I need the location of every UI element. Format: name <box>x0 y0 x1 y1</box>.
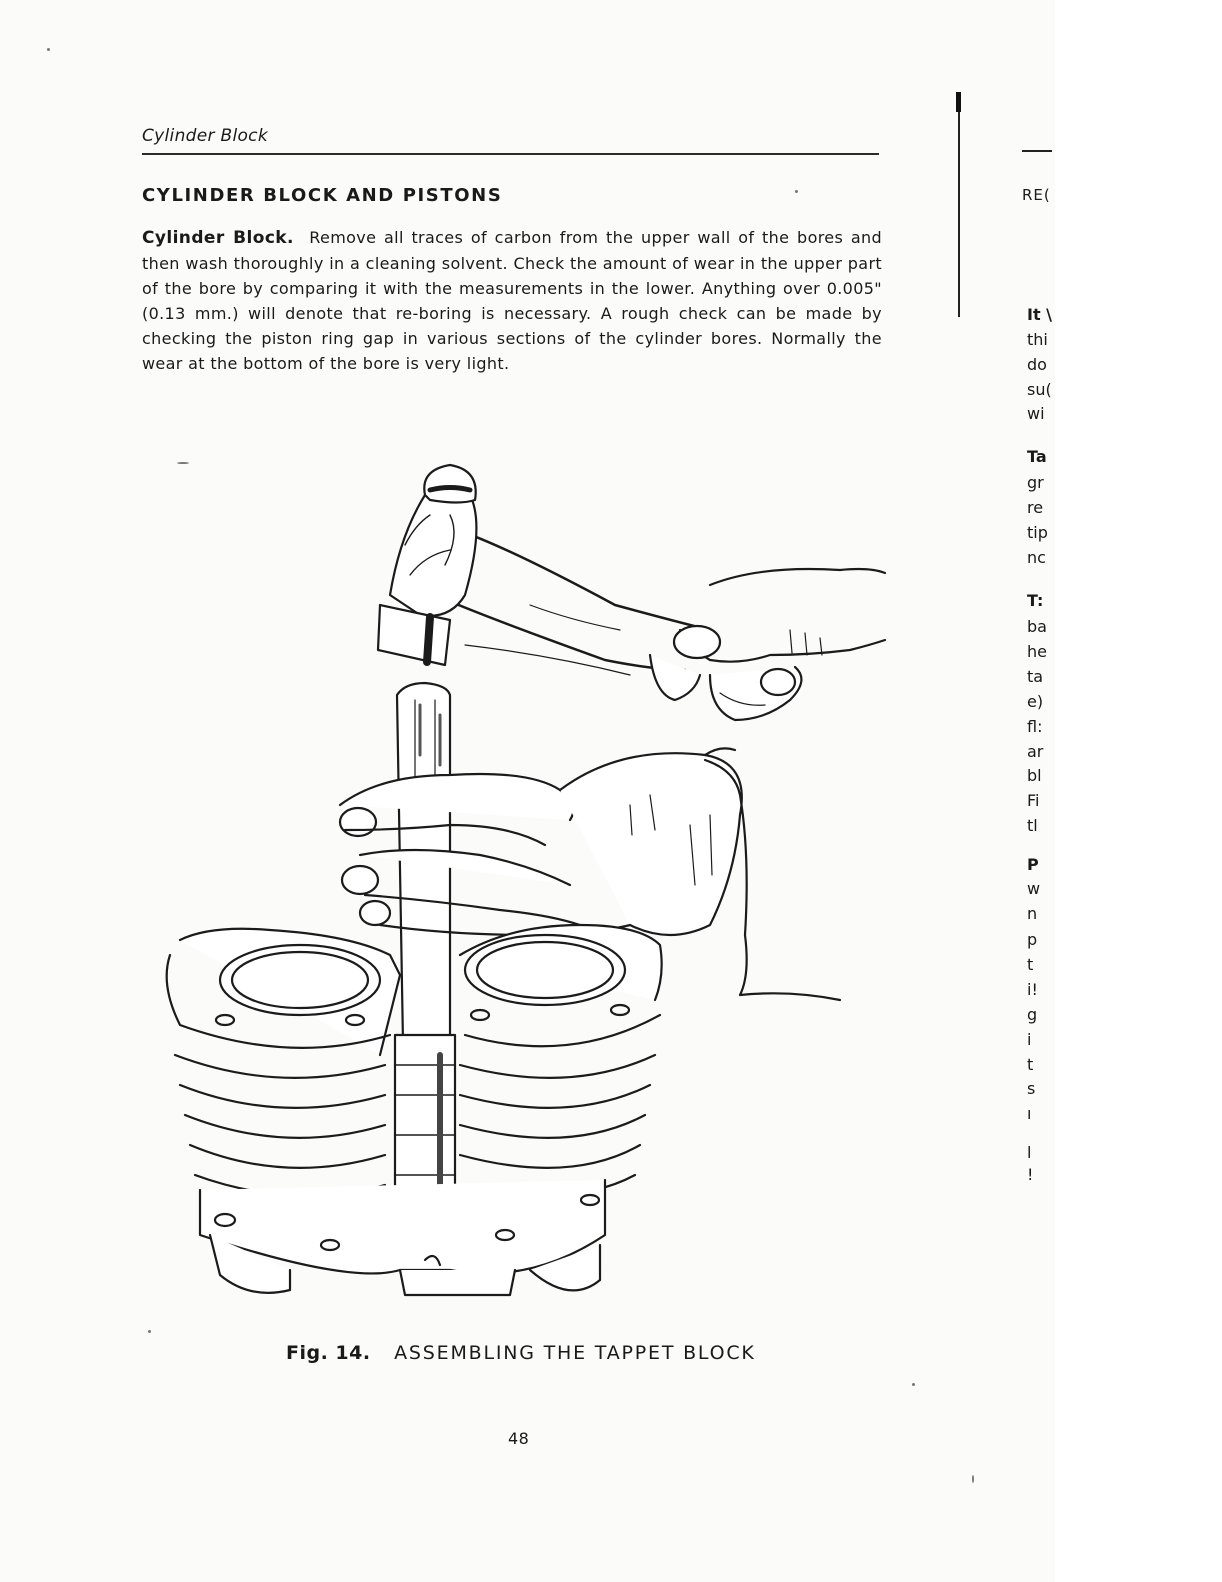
scan-speck <box>47 48 50 51</box>
body-paragraph <box>142 225 882 376</box>
page-number: 48 <box>508 1429 530 1448</box>
gutter-tick <box>956 92 961 112</box>
next-page-fragment: thi <box>1027 330 1048 349</box>
next-page-fragment: It \ <box>1027 305 1053 324</box>
figure-caption <box>286 1342 756 1364</box>
next-page-fragment: e) <box>1027 692 1044 711</box>
gutter-line <box>958 92 960 317</box>
next-page-fragment: wi <box>1027 404 1045 423</box>
next-page-fragment: re <box>1027 498 1044 517</box>
scan-speck <box>795 190 798 193</box>
section-title: CYLINDER BLOCK AND PISTONS <box>142 185 503 206</box>
header-rule <box>142 153 879 155</box>
next-page-fragment: bl <box>1027 766 1042 785</box>
figure-number: Fig. 14. <box>286 1342 371 1364</box>
next-page-fragment: ı <box>1027 1104 1032 1123</box>
next-page-header-rule <box>1022 150 1052 152</box>
scan-speck <box>148 1330 151 1333</box>
paragraph-text: Remove all traces of carbon from the upper wall of the bores and then wash thoroughly in a cleaning solvent. Check the amount of wear in the upper part of the bore by comparing it with the measurements in the lower. Anything over 0.005" (0.13 mm.) will denote that re-boring is necessary. A rough check can be made by checking the piston ring gap in various sections of the cylinder bores. Normally the wear at the bottom of the bore is very light. <box>142 228 883 373</box>
next-page-fragment: tl <box>1027 816 1038 835</box>
next-page-fragment: P <box>1027 855 1039 874</box>
scan-speck <box>177 462 189 464</box>
next-page-fragment: do <box>1027 355 1047 374</box>
next-page-fragment: fl: <box>1027 717 1043 736</box>
hammer <box>378 465 710 675</box>
next-page-fragment: i! <box>1027 980 1038 999</box>
next-page-fragment: tip <box>1027 523 1048 542</box>
next-page-fragment: ! <box>1027 1165 1034 1184</box>
scan-speck <box>972 1475 974 1483</box>
next-page-fragment: l <box>1027 1143 1032 1162</box>
next-page-fragment: nc <box>1027 548 1046 567</box>
scan-margin <box>1055 0 1222 1582</box>
next-page-fragment: n <box>1027 904 1038 923</box>
next-page-fragment: p <box>1027 930 1038 949</box>
scan-speck <box>912 1383 915 1386</box>
tappet-block-illustration <box>150 455 895 1315</box>
next-page-fragment: ta <box>1027 667 1044 686</box>
next-page-fragment: Ta <box>1027 447 1047 466</box>
next-page-fragment: he <box>1027 642 1047 661</box>
next-page-fragment: s <box>1027 1079 1036 1098</box>
upper-right-hand <box>650 569 885 720</box>
next-page-fragment: t <box>1027 1055 1034 1074</box>
paragraph-run-in-heading: Cylinder Block. <box>142 228 294 248</box>
next-page-fragment: su( <box>1027 380 1052 399</box>
next-page-fragment: Fi <box>1027 791 1040 810</box>
running-head: Cylinder Block <box>142 126 268 146</box>
next-page-fragment: w <box>1027 879 1041 898</box>
next-page-fragment: T: <box>1027 591 1044 610</box>
next-page-fragment: gr <box>1027 473 1044 492</box>
figure-caption-text: ASSEMBLING THE TAPPET BLOCK <box>394 1342 756 1364</box>
next-page-fragment: t <box>1027 955 1034 974</box>
next-page-fragment: ar <box>1027 742 1044 761</box>
next-page-fragment: ba <box>1027 617 1047 636</box>
next-page-fragment: g <box>1027 1005 1038 1024</box>
next-page-fragment: i <box>1027 1030 1032 1049</box>
next-page-heading-fragment: RE( <box>1022 186 1051 204</box>
